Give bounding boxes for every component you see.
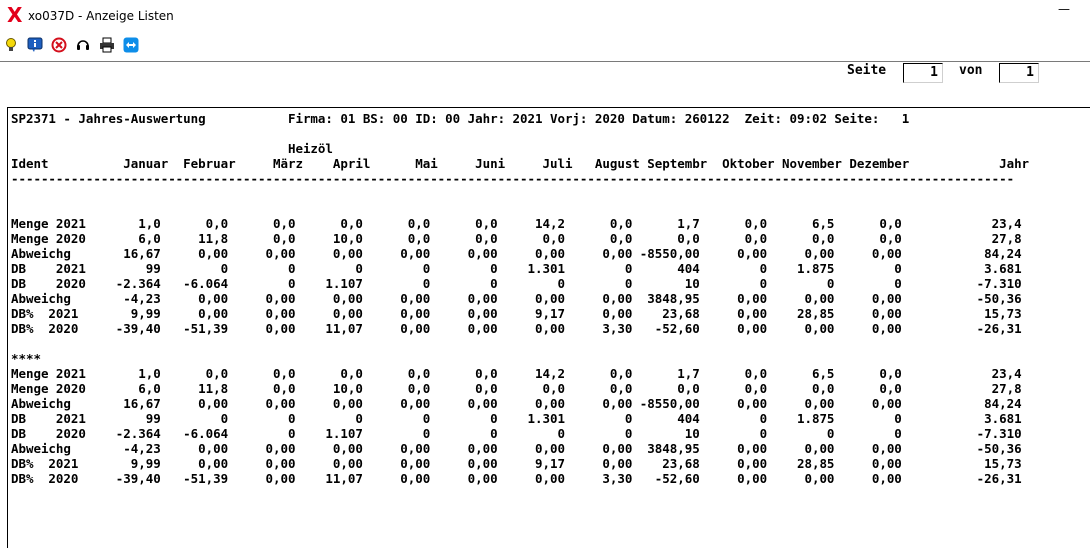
page-number-field[interactable]: 1 [903,63,943,83]
toolbar [0,33,1090,62]
headset-icon[interactable] [75,37,91,53]
report-row: Abweichg -4,23 0,00 0,00 0,00 0,00 0,00 0,00 0,00 3848,95 0,00 0,00 0,00 -50,36 [11,441,1022,456]
column-header: Ident Januar Februar März April Mai Juni Juli August Septembr Oktober November Dezember Jahr [11,156,1030,171]
page-label: Seite [847,63,887,78]
report-row: Abweichg -4,23 0,00 0,00 0,00 0,00 0,00 0,00 0,00 3848,95 0,00 0,00 0,00 -50,36 [11,291,1022,306]
report-row: DB% 2021 9,99 0,00 0,00 0,00 0,00 0,00 9,17 0,00 23,68 0,00 28,85 0,00 15,73 [11,306,1022,321]
report-row: Menge 2021 1,0 0,0 0,0 0,0 0,0 0,0 14,2 0,0 1,7 0,0 6,5 0,0 23,4 [11,216,1022,231]
info-icon[interactable] [27,37,43,53]
page-of-label: von [959,63,983,78]
report-row: DB 2020 -2.364 -6.064 0 1.107 0 0 0 0 10 0 0 0 -7.310 [11,276,1022,291]
report-area[interactable] [7,107,1090,548]
column-header-top: Heizöl [11,141,333,156]
report-row: DB 2021 99 0 0 0 0 0 1.301 0 404 0 1.875 0 3.681 [11,261,1022,276]
report-row: Menge 2020 6,0 11,8 0,0 10,0 0,0 0,0 0,0 0,0 0,0 0,0 0,0 0,0 27,8 [11,231,1022,246]
report-row: DB% 2021 9,99 0,00 0,00 0,00 0,00 0,00 9,17 0,00 23,68 0,00 28,85 0,00 15,73 [11,456,1022,471]
minimize-button[interactable]: — [1058,2,1070,16]
report-heading: SP2371 - Jahres-Auswertung Firma: 01 BS: 00 ID: 00 Jahr: 2021 Vorj: 2020 Datum: 260122 Zeit: 09:02 Seite: 1 [11,111,910,126]
lightbulb-icon[interactable] [3,37,19,53]
report-row: DB% 2020 -39,40 -51,39 0,00 11,07 0,00 0,00 0,00 3,30 -52,60 0,00 0,00 0,00 -26,31 [11,321,1022,336]
report-row: Menge 2020 6,0 11,8 0,0 10,0 0,0 0,0 0,0 0,0 0,0 0,0 0,0 0,0 27,8 [11,381,1022,396]
window-title: xo037D - Anzeige Listen [28,9,174,23]
app-logo-icon: X [7,3,23,27]
report-row: Abweichg 16,67 0,00 0,00 0,00 0,00 0,00 0,00 0,00 -8550,00 0,00 0,00 0,00 84,24 [11,396,1022,411]
report-row: Abweichg 16,67 0,00 0,00 0,00 0,00 0,00 0,00 0,00 -8550,00 0,00 0,00 0,00 84,24 [11,246,1022,261]
report-row: DB 2021 99 0 0 0 0 0 1.301 0 404 0 1.875 0 3.681 [11,411,1022,426]
page-navigation [0,62,1090,104]
report-row: DB% 2020 -39,40 -51,39 0,00 11,07 0,00 0,00 0,00 3,30 -52,60 0,00 0,00 0,00 -26,31 [11,471,1022,486]
printer-icon[interactable] [99,37,115,53]
report-row: DB 2020 -2.364 -6.064 0 1.107 0 0 0 0 10 0 0 0 -7.310 [11,426,1022,441]
title-bar [0,0,1090,32]
header-separator: -------------------------------------------------------------------------------------------------------------------------------------- [11,171,1015,186]
report-row: Menge 2021 1,0 0,0 0,0 0,0 0,0 0,0 14,2 0,0 1,7 0,0 6,5 0,0 23,4 [11,366,1022,381]
block-marker: **** [11,351,41,366]
page-total-field[interactable]: 1 [999,63,1039,83]
teamviewer-icon[interactable] [123,37,139,53]
cancel-icon[interactable] [51,37,67,53]
